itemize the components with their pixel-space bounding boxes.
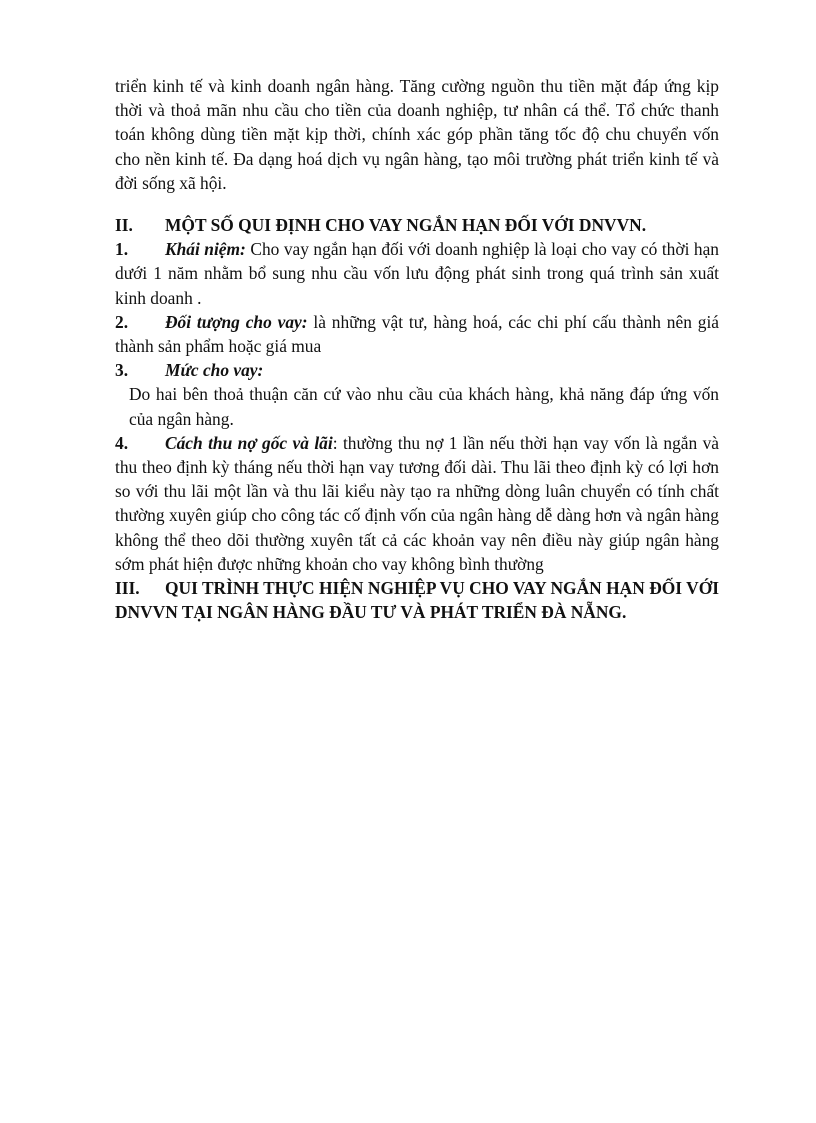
- item-2-term: Đối tượng cho vay:: [165, 311, 308, 332]
- item-4-text: thường thu nợ 1 lần nếu thời hạn vay vốn là ngắn và thu theo định kỳ tháng nếu thời hạn vay tương đối dài. Thu lãi theo định kỳ có lợi hơn so với thu lãi một lần và thu lãi kiểu này tạo ra những dòng luân chuyển có tính chất thường xuyên giúp cho công tác cố định vốn của ngân hàng dễ dàng hơn và ngân hàng không thể theo dõi thường xuyên tất cả các khoản vay nên điều này giúp ngân hàng sớm phát hiện được những khoản cho vay không bình thường: [115, 432, 719, 574]
- item-1-number: 1.: [115, 239, 129, 260]
- item-4-colon: :: [332, 432, 338, 453]
- section-3-number: III.: [115, 578, 140, 599]
- item-1: [115, 237, 719, 310]
- item-4-number: 4.: [115, 432, 129, 453]
- item-3-paragraph: Do hai bên thoả thuận căn cứ vào nhu cầu của khách hàng, khả năng đáp ứng vốn của ngân hàng.: [129, 384, 719, 429]
- item-3: [115, 358, 719, 382]
- section-2-heading: [115, 213, 719, 237]
- section-3-heading: [115, 576, 719, 624]
- document-page: [115, 74, 719, 624]
- section-2-title: MỘT SỐ QUI ĐỊNH CHO VAY NGẮN HẠN ĐỐI VỚI DNVVN.: [165, 215, 647, 236]
- item-2-text: là những vật tư, hàng hoá, các chi phí cấu thành nên giá thành sản phẩm hoặc giá mua: [115, 311, 719, 357]
- item-4: [115, 431, 719, 576]
- spacer: [115, 195, 719, 213]
- item-4-term: Cách thu nợ gốc và lãi: [165, 432, 333, 453]
- item-2: [115, 310, 719, 358]
- item-1-text: Cho vay ngắn hạn đối với doanh nghiệp là loại cho vay có thời hạn dưới 1 năm nhằm bổ sung nhu cầu vốn lưu động phát sinh trong quá trình sản xuất kinh doanh .: [115, 239, 720, 308]
- item-3-term: Mức cho vay:: [165, 360, 264, 381]
- item-1-term: Khái niệm:: [165, 239, 246, 260]
- section-2-number: II.: [115, 215, 133, 236]
- section-3-title: QUI TRÌNH THỰC HIỆN NGHIỆP VỤ CHO VAY NGẮN HẠN ĐỐI VỚI DNVVN TẠI NGÂN HÀNG ĐẦU TƯ VÀ PHÁT TRIỂN ĐÀ NẴNG.: [115, 578, 719, 623]
- item-2-number: 2.: [115, 311, 129, 332]
- item-3-number: 3.: [115, 360, 129, 381]
- intro-paragraph: triển kinh tế và kinh doanh ngân hàng. Tăng cường nguồn thu tiền mặt đáp ứng kịp thời và thoả mãn nhu cầu cho tiền của doanh nghiệp, tư nhân cá thể. Tổ chức thanh toán không dùng tiền mặt kịp thời, chính xác góp phần tăng tốc độ chu chuyển vốn cho nền kinh tế. Đa dạng hoá dịch vụ ngân hàng, tạo môi trường phát triển kinh tế và đời sống xã hội.: [115, 76, 719, 193]
